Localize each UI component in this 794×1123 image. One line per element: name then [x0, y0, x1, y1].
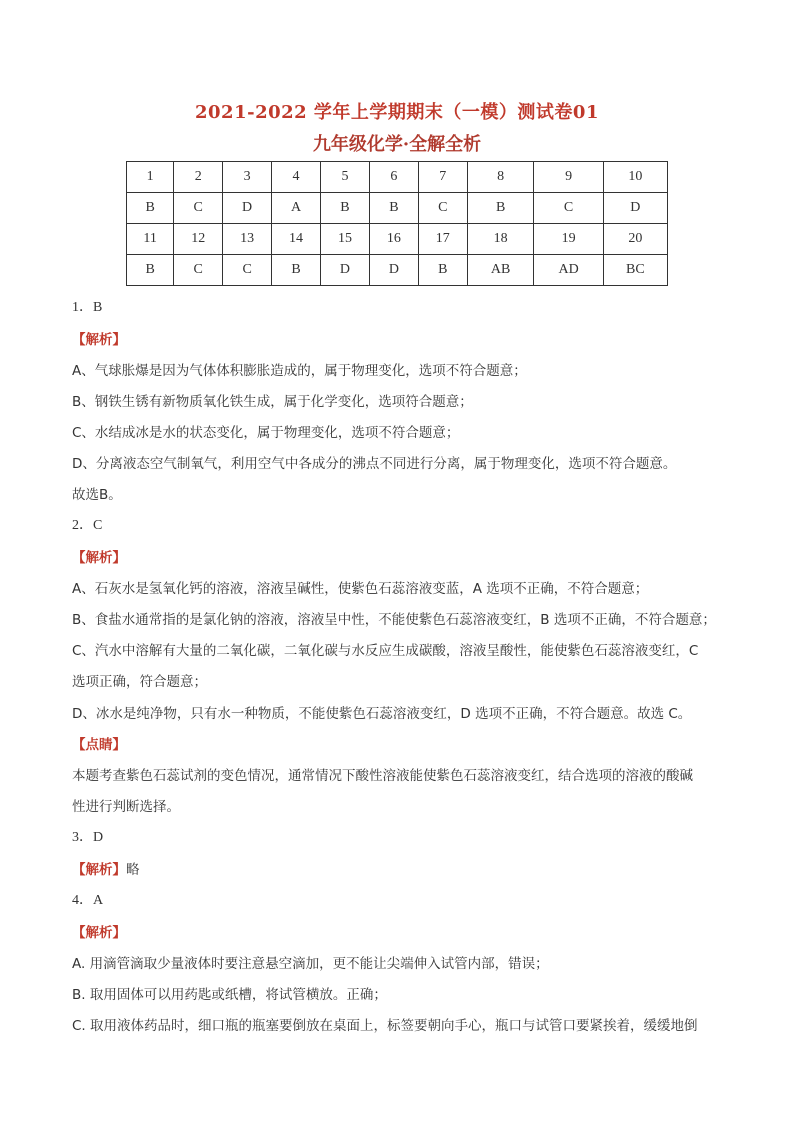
answer-table-answer-row	[127, 193, 668, 224]
line-q4: 4．A	[72, 893, 104, 908]
answer-table-cell: D	[223, 193, 272, 224]
answer-table-cell: C	[418, 193, 467, 224]
answer-table-cell: 6	[369, 162, 418, 193]
line-q1-b: B、钢铁生锈有新物质氧化铁生成，属于化学变化，选项符合题意；	[72, 394, 473, 410]
answer-table-cell: D	[321, 255, 370, 286]
line-q4-c: C. 取用液体药品时，细口瓶的瓶塞要倒放在桌面上，标签要朝向手心，瓶口与试管口要紧挨着，缓缓地倒	[72, 1018, 698, 1034]
line-q1-d: D、分离液态空气制氧气，利用空气中各成分的沸点不同进行分离，属于物理变化，选项不符合题意。	[72, 456, 677, 472]
line-q2-comment: 【点睛】	[72, 737, 126, 753]
answer-table-cell: 3	[223, 162, 272, 193]
answer-table-cell: 4	[272, 162, 321, 193]
page-title: 2021-2022 学年上学期期末（一模）测试卷01	[195, 102, 599, 123]
line-q2-b: B、食盐水通常指的是氯化钠的溶液，溶液呈中性，不能使紫色石蕊溶液变红，B 选项不正确，不符合题意；	[72, 612, 716, 628]
line-q2-comment-1: 本题考查紫色石蕊试剂的变色情况，通常情况下酸性溶液能使紫色石蕊溶液变红，结合选项的溶液的酸碱	[72, 768, 693, 784]
answer-table-cell: 11	[127, 224, 174, 255]
answer-table-cell: 9	[534, 162, 603, 193]
answer-table-cell: B	[272, 255, 321, 286]
answer-table-cell: C	[534, 193, 603, 224]
answer-table-cell: B	[321, 193, 370, 224]
line-q2-c1: C、汽水中溶解有大量的二氧化碳，二氧化碳与水反应生成碳酸，溶液呈酸性，能使紫色石蕊溶液变红，C	[72, 643, 699, 659]
answer-table-cell: BC	[603, 255, 667, 286]
answer-table-answer-row	[127, 255, 668, 286]
answer-table-cell: 2	[174, 162, 223, 193]
answer-table-cell: C	[223, 255, 272, 286]
line-q4-b: B. 取用固体可以用药匙或纸槽，将试管横放。正确；	[72, 987, 387, 1003]
line-q2-d: D、冰水是纯净物，只有水一种物质，不能使紫色石蕊溶液变红，D 选项不正确，不符合题意。故选 C。	[72, 706, 692, 722]
answer-table-cell: C	[174, 255, 223, 286]
answer-table-cell: 7	[418, 162, 467, 193]
answer-table-cell: 5	[321, 162, 370, 193]
line-q3: 3．D	[72, 830, 104, 845]
answer-table-cell: 13	[223, 224, 272, 255]
answer-table-cell: 1	[127, 162, 174, 193]
answer-table-cell: D	[369, 255, 418, 286]
answer-table-cell: 8	[467, 162, 534, 193]
answer-table-cell: 12	[174, 224, 223, 255]
line-q2-c2: 选项正确，符合题意；	[72, 674, 207, 690]
answer-table-cell: B	[127, 193, 174, 224]
answer-table-cell: 14	[272, 224, 321, 255]
answer-table-number-row	[127, 224, 668, 255]
line-q2-analysis: 【解析】	[72, 550, 126, 566]
page-subtitle: 九年级化学·全解全析	[312, 134, 482, 155]
answer-table-cell: B	[369, 193, 418, 224]
answer-table-cell: 15	[321, 224, 370, 255]
line-q2-comment-2: 性进行判断选择。	[72, 799, 180, 815]
answer-table-cell: AD	[534, 255, 603, 286]
answer-table-cell: B	[127, 255, 174, 286]
answer-table-cell: 16	[369, 224, 418, 255]
answer-table-cell: 17	[418, 224, 467, 255]
line-q2-a: A、石灰水是氢氧化钙的溶液，溶液呈碱性，使紫色石蕊溶液变蓝，A 选项不正确，不符合题意；	[72, 581, 649, 597]
answer-table-cell: 10	[603, 162, 667, 193]
line-q1-analysis: 【解析】	[72, 332, 126, 348]
answer-table-cell: B	[467, 193, 534, 224]
answer-table-cell: D	[603, 193, 667, 224]
answer-table-cell: C	[174, 193, 223, 224]
line-q4-analysis: 【解析】	[72, 925, 126, 941]
answer-table-cell: A	[272, 193, 321, 224]
line-q1: 1．B	[72, 300, 103, 315]
line-q1-conclusion: 故选B。	[72, 487, 122, 503]
answer-table-cell: 18	[467, 224, 534, 255]
line-q1-a: A、气球胀爆是因为气体体积膨胀造成的，属于物理变化，选项不符合题意；	[72, 363, 527, 379]
line-q3-analysis: 【解析】略	[72, 862, 140, 878]
answer-table-number-row	[127, 162, 668, 193]
line-q2: 2．C	[72, 518, 103, 533]
answer-table-cell: B	[418, 255, 467, 286]
answer-table	[126, 161, 668, 286]
answer-table-cell: AB	[467, 255, 534, 286]
line-q1-c: C、水结成冰是水的状态变化，属于物理变化，选项不符合题意；	[72, 425, 460, 441]
answer-table-cell: 20	[603, 224, 667, 255]
answer-table-cell: 19	[534, 224, 603, 255]
line-q4-a: A. 用滴管滴取少量液体时要注意悬空滴加，更不能让尖端伸入试管内部，错误；	[72, 956, 549, 972]
